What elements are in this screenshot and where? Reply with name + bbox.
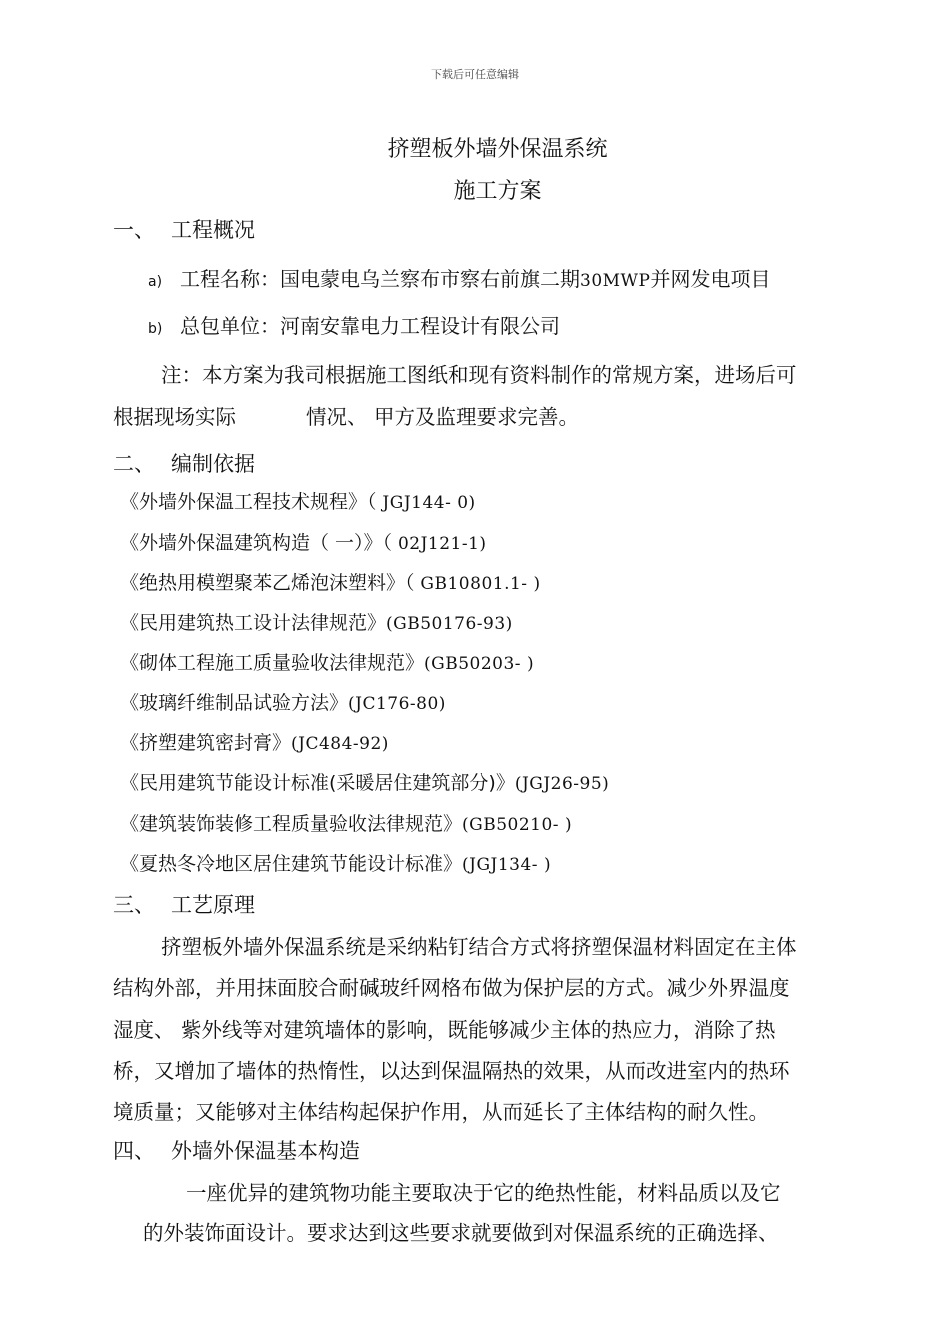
reference-item	[120, 648, 534, 675]
section-number: 一、	[113, 218, 155, 242]
reference-code: (JGJ134- )	[462, 855, 552, 875]
list-marker: a)	[148, 274, 163, 290]
document-subtitle: 施工方案	[453, 179, 542, 204]
reference-title: 《挤塑建筑密封膏》	[120, 732, 292, 754]
contractor-text: 总包单位：河南安靠电力工程设计有限公司	[180, 314, 560, 338]
section-title: 工艺原理	[171, 893, 255, 917]
reference-title: 《外墙外保温工程技术规程》（	[120, 491, 377, 513]
reference-item	[120, 728, 389, 755]
section-number: 二、	[113, 452, 155, 476]
reference-item	[120, 487, 476, 514]
section-title: 工程概况	[171, 218, 255, 242]
reference-code: (GB50176-93)	[386, 614, 513, 634]
note-paragraph-line: 注：本方案为我司根据施工图纸和现有资料制作的常规方案，进场后可	[161, 363, 797, 387]
header-note: 下载后可任意编辑	[431, 68, 519, 81]
principle-paragraph-line: 桥，又增加了墙体的热惰性，以达到保温隔热的效果，从而改进室内的热环	[113, 1059, 790, 1083]
project-name-item	[148, 263, 770, 292]
reference-title: 《玻璃纤维制品试验方法》	[120, 692, 349, 714]
section-heading-basis	[113, 448, 255, 478]
section-heading-principle	[113, 889, 255, 919]
reference-item	[120, 768, 609, 795]
reference-code: GB10801.1- )	[414, 574, 541, 594]
note-text: 根据现场实际	[113, 405, 236, 429]
construction-paragraph-line: 的外装饰面设计。要求达到这些要求就要做到对保温系统的正确选择、	[143, 1221, 779, 1245]
principle-paragraph-line: 境质量；又能够对主体结构起保护作用，从而延长了主体结构的耐久性。	[113, 1100, 769, 1124]
reference-code: (GB50203- )	[424, 654, 535, 674]
principle-paragraph-line: 挤塑板外墙外保温系统是采纳粘钉结合方式将挤塑保温材料固定在主体	[161, 935, 797, 959]
reference-code: 02J121-1)	[392, 534, 487, 554]
section-heading-overview	[113, 214, 255, 244]
reference-code: JGJ144- 0)	[376, 493, 476, 513]
reference-title: 《民用建筑节能设计标准(采暖居住建筑部分)》	[120, 772, 515, 794]
reference-item	[120, 849, 551, 876]
reference-item	[120, 528, 487, 555]
section-number: 四、	[113, 1139, 155, 1163]
principle-paragraph-line: 结构外部，并用抹面胶合耐碱玻纤网格布做为保护层的方式。减少外界温度	[113, 976, 790, 1000]
section-title: 外墙外保温基本构造	[171, 1139, 360, 1163]
reference-title: 《建筑装饰装修工程质量验收法律规范》	[120, 813, 463, 835]
section-number: 三、	[113, 893, 155, 917]
principle-paragraph-line: 湿度、 紫外线等对建筑墙体的影响，既能够减少主体的热应力，消除了热	[113, 1018, 776, 1042]
reference-title: 《砌体工程施工质量验收法律规范》	[120, 652, 425, 674]
reference-item	[120, 688, 446, 715]
reference-code: (JC176-80)	[348, 694, 446, 714]
reference-item	[120, 809, 572, 836]
project-name-text: 工程名称：国电蒙电乌兰察布市察右前旗二期	[180, 267, 580, 291]
construction-paragraph-line: 一座优异的建筑物功能主要取决于它的绝热性能，材料品质以及它	[186, 1181, 781, 1205]
project-capacity-code: 30MWP	[580, 271, 651, 291]
document-title: 挤塑板外墙外保温系统	[387, 137, 608, 162]
reference-code: (JGJ26-95)	[514, 774, 610, 794]
note-text: 情况、 甲方及监理要求完善。	[306, 405, 580, 429]
reference-item	[120, 568, 541, 595]
reference-item	[120, 608, 513, 635]
reference-title: 《民用建筑热工设计法律规范》	[120, 612, 387, 634]
list-marker: b)	[148, 321, 163, 337]
project-name-tail: 并网发电项目	[650, 267, 771, 291]
reference-title: 《外墙外保温建筑构造（ 一）》（	[120, 532, 393, 554]
section-heading-construction	[113, 1135, 360, 1165]
note-paragraph-line	[113, 400, 579, 430]
section-title: 编制依据	[171, 452, 255, 476]
contractor-item	[148, 310, 560, 339]
reference-title: 《绝热用模塑聚苯乙烯泡沫塑料》（	[120, 572, 415, 594]
reference-code: (JC484-92)	[291, 734, 389, 754]
reference-title: 《夏热冬冷地区居住建筑节能设计标准》	[120, 853, 463, 875]
reference-code: (GB50210- )	[462, 815, 573, 835]
